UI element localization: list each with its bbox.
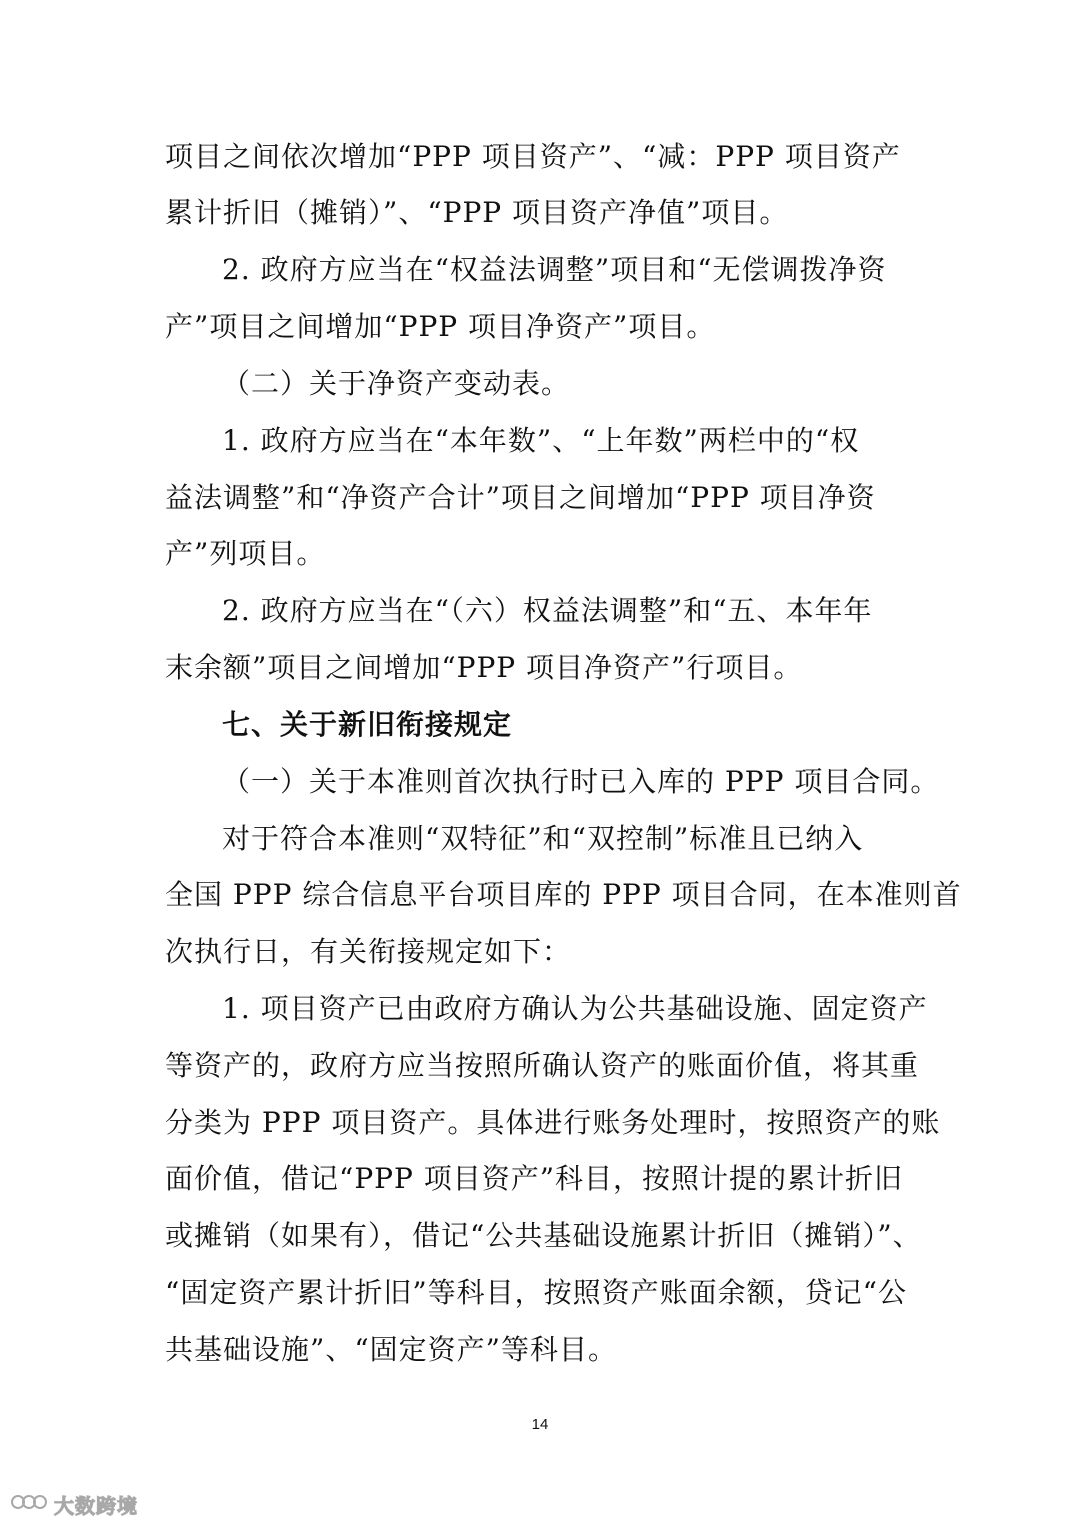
text-line: （一）关于本准则首次执行时已入库的 PPP 项目合同。 [222,765,940,798]
text-line: 项目之间依次增加“PPP 项目资产”、“减：PPP 项目资产 [165,140,901,173]
text-line: 2. 政府方应当在“权益法调整”项目和“无偿调拨净资 [222,253,887,286]
text-line: 次执行日，有关衔接规定如下： [165,935,572,968]
logo-icon [10,1489,48,1519]
text-line: 累计折旧（摊销）”、“PPP 项目资产净值”项目。 [165,196,789,229]
section-heading: 七、关于新旧衔接规定 [222,708,513,741]
text-line: 2. 政府方应当在“（六）权益法调整”和“五、本年年 [222,594,873,627]
text-line: 益法调整”和“净资产合计”项目之间增加“PPP 项目净资 [165,481,876,514]
text-line: 对于符合本准则“双特征”和“双控制”标准且已纳入 [222,822,864,855]
text-line: 1. 项目资产已由政府方确认为公共基础设施、固定资产 [222,992,928,1025]
text-line: 分类为 PPP 项目资产。具体进行账务处理时，按照资产的账 [165,1106,941,1139]
text-line: 产”列项目。 [165,537,326,570]
page-number: 14 [531,1416,549,1433]
text-line: 全国 PPP 综合信息平台项目库的 PPP 项目合同，在本准则首 [165,878,962,911]
watermark-text: 大数跨境 [54,1493,138,1518]
text-line: 面价值，借记“PPP 项目资产”科目，按照计提的累计折旧 [165,1162,904,1195]
text-line: 产”项目之间增加“PPP 项目净资产”项目。 [165,310,716,343]
text-line: “固定资产累计折旧”等科目，按照资产账面余额，贷记“公 [165,1276,907,1309]
text-line: 等资产的，政府方应当按照所确认资产的账面价值，将其重 [165,1049,920,1082]
text-line: 或摊销（如果有），借记“公共基础设施累计折旧（摊销）”、 [165,1219,922,1252]
text-line: 共基础设施”、“固定资产”等科目。 [165,1333,617,1366]
text-line: 末余额”项目之间增加“PPP 项目净资产”行项目。 [165,651,803,684]
watermark [10,1488,138,1520]
text-line: （二）关于净资产变动表。 [222,367,571,400]
text-line: 1. 政府方应当在“本年数”、“上年数”两栏中的“权 [222,424,860,457]
